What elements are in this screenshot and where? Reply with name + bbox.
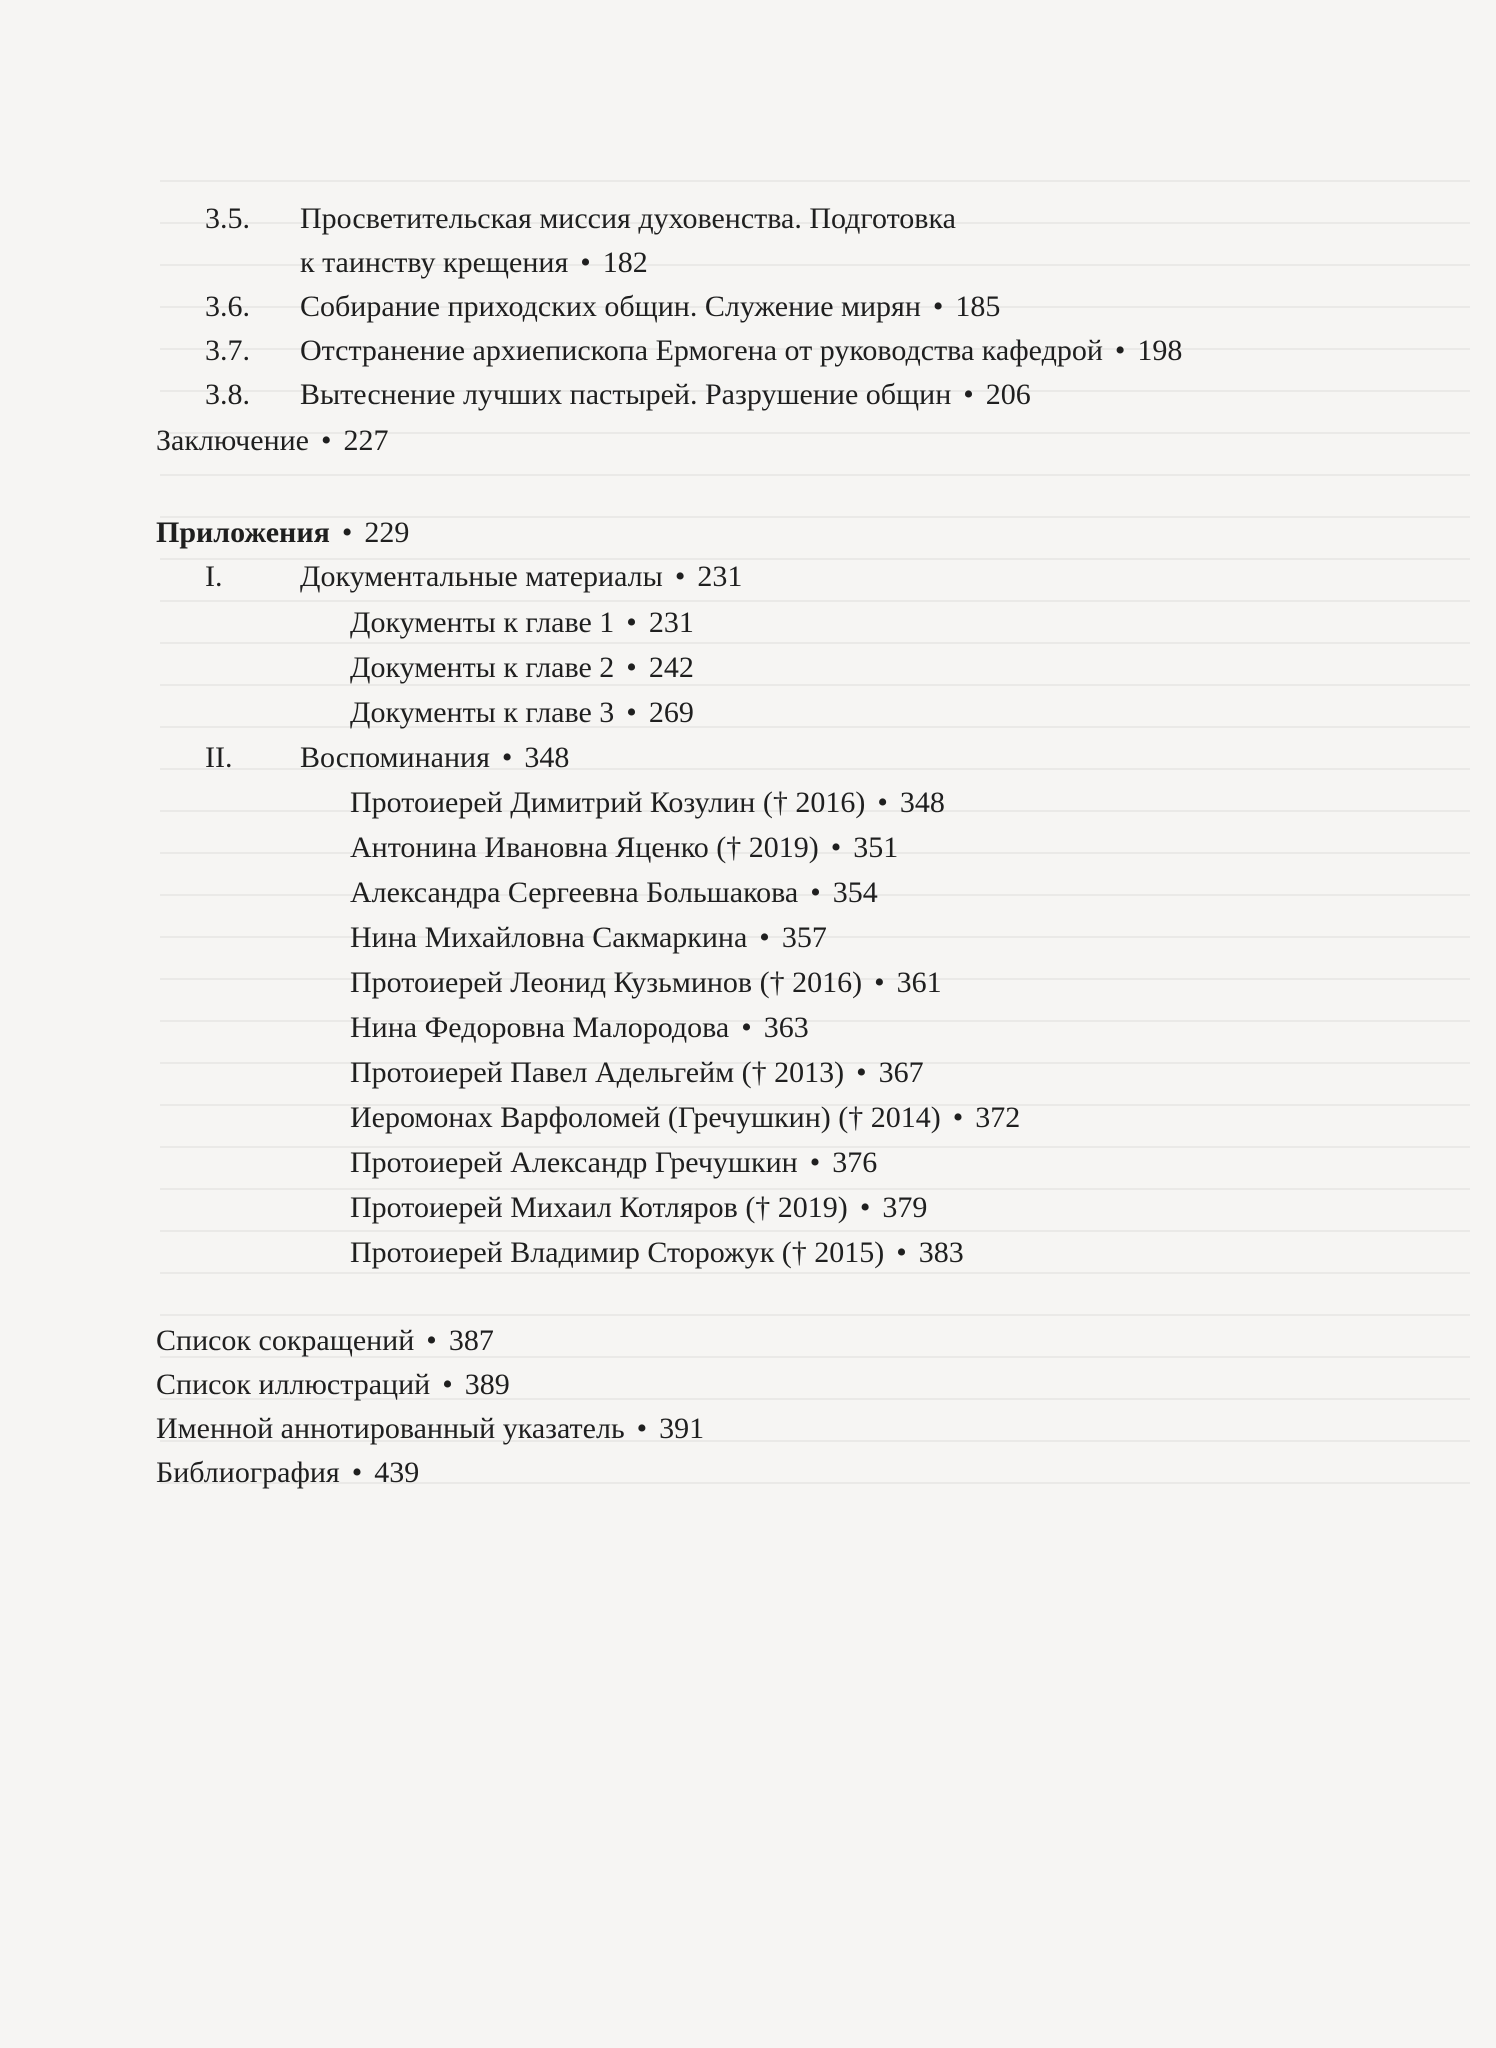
- page-number: 376: [832, 1146, 878, 1179]
- toc-entry-title: Отстранение архиепископа Ермогена от руководства кафедрой: [300, 334, 1103, 367]
- toc-entry-title: Документы к главе 1: [350, 606, 615, 639]
- toc-entry-memoir-2: [350, 826, 898, 870]
- page-number: 242: [648, 651, 694, 684]
- bullet: •: [674, 560, 686, 593]
- page-number: 182: [602, 246, 648, 279]
- bullet: •: [952, 1101, 964, 1134]
- bullet: •: [830, 831, 842, 864]
- page-number: 439: [374, 1456, 420, 1489]
- section-number-3-7: 3.7.: [205, 334, 250, 367]
- page-number: 354: [832, 876, 878, 909]
- bullet: •: [932, 290, 944, 323]
- bullet: •: [759, 921, 770, 954]
- page-number: 269: [648, 696, 694, 729]
- toc-entry-memoir-8: [350, 1096, 1020, 1140]
- bullet: •: [626, 651, 637, 684]
- toc-entry-title: Протоиерей Владимир Сторожук († 2015): [350, 1236, 885, 1269]
- page-number: 227: [343, 424, 389, 457]
- toc-entry-title: Нина Михайловна Сакмаркина: [350, 921, 748, 954]
- toc-entry-memoir-4: [350, 916, 827, 960]
- bullet: •: [963, 378, 974, 411]
- toc-entry-memoirs: [300, 736, 569, 780]
- bullet: •: [1114, 334, 1126, 367]
- page-number: 198: [1137, 334, 1183, 367]
- page-number: 185: [955, 290, 1001, 323]
- toc-entry-title: Список иллюстраций: [156, 1368, 431, 1401]
- toc-entry-documents: [300, 555, 742, 599]
- toc-entry-title: Протоиерей Димитрий Козулин († 2016): [350, 786, 866, 819]
- page-number: 351: [853, 831, 899, 864]
- bullet: •: [859, 1191, 871, 1224]
- page-number: 231: [648, 606, 694, 639]
- bullet: •: [874, 966, 885, 999]
- toc-entry-memoir-11: [350, 1231, 964, 1275]
- toc-entry-memoir-9: [350, 1141, 877, 1185]
- toc-entry-doc-ch1: [350, 601, 694, 645]
- toc-entry-title: Вытеснение лучших пастырей. Разрушение общин: [300, 378, 952, 411]
- bullet: •: [351, 1456, 363, 1489]
- page-number: 348: [899, 786, 945, 819]
- toc-entry-title: Просветительская миссия духовенства. Подготовка: [300, 202, 956, 235]
- toc-entry-3-6: [300, 285, 1000, 329]
- toc-entry-title: Приложения: [156, 516, 330, 549]
- toc-entry-title: Документы к главе 3: [350, 696, 615, 729]
- bullet: •: [896, 1236, 907, 1269]
- toc-entry-title: Протоиерей Павел Адельгейм († 2013): [350, 1056, 845, 1089]
- bullet: •: [636, 1412, 648, 1445]
- toc-entry-title: Воспоминания: [300, 741, 490, 774]
- page-number: 361: [896, 966, 942, 999]
- toc-entry-memoir-3: [350, 871, 878, 915]
- bullet: •: [580, 246, 591, 279]
- page-number: 372: [975, 1101, 1021, 1134]
- page-number: 387: [448, 1324, 494, 1357]
- page-number: 391: [659, 1412, 705, 1445]
- part-number-2: II.: [205, 741, 233, 774]
- bullet: •: [341, 516, 353, 549]
- page-number: 367: [878, 1056, 924, 1089]
- toc-entry-conclusion: [156, 419, 389, 463]
- toc-entry-title: Иеромонах Варфоломей (Гречушкин) († 2014): [350, 1101, 941, 1134]
- toc-entry-3-7: [300, 329, 1182, 373]
- toc-entry-3-5-line1: [300, 197, 956, 241]
- page-number: 231: [697, 560, 743, 593]
- page-number: 383: [918, 1236, 964, 1269]
- bullet: •: [809, 1146, 821, 1179]
- toc-entry-title: Именной аннотированный указатель: [156, 1412, 625, 1445]
- toc-entry-title: к таинству крещения: [300, 246, 569, 279]
- part-number-1: I.: [205, 560, 223, 593]
- toc-entry-title: Антонина Ивановна Яценко († 2019): [350, 831, 819, 864]
- bullet: •: [321, 424, 332, 457]
- page-number: 206: [985, 378, 1031, 411]
- toc-entry-title: Библиография: [156, 1456, 340, 1489]
- bullet: •: [810, 876, 821, 909]
- toc-entry-title: Протоиерей Михаил Котляров († 2019): [350, 1191, 848, 1224]
- section-number-3-6: 3.6.: [205, 290, 250, 323]
- toc-entry-title: Заключение: [156, 424, 309, 457]
- toc-entry-memoir-10: [350, 1186, 927, 1230]
- toc-entry-memoir-7: [350, 1051, 924, 1095]
- page-number: 389: [464, 1368, 510, 1401]
- page-number: 357: [781, 921, 827, 954]
- bullet: •: [856, 1056, 867, 1089]
- toc-entry-bibliography: [156, 1451, 419, 1495]
- toc-entry-title: Александра Сергеевна Большакова: [350, 876, 799, 909]
- page-number: 229: [364, 516, 410, 549]
- toc-entry-appendices: [156, 511, 409, 555]
- toc-entry-title: Список сокращений: [156, 1324, 415, 1357]
- bullet: •: [877, 786, 888, 819]
- toc-entry-title: Документы к главе 2: [350, 651, 615, 684]
- bullet: •: [442, 1368, 453, 1401]
- page-number: 379: [882, 1191, 928, 1224]
- toc-entry-3-5-line2: [300, 241, 648, 285]
- toc-entry-doc-ch2: [350, 646, 694, 690]
- toc-entry-title: Нина Федоровна Малородова: [350, 1011, 730, 1044]
- bullet: •: [626, 606, 637, 639]
- toc-entry-memoir-6: [350, 1006, 809, 1050]
- toc-entry-memoir-1: [350, 781, 945, 825]
- toc-entry-illustrations: [156, 1363, 510, 1407]
- toc-entry-title: Собирание приходских общин. Служение мирян: [300, 290, 921, 323]
- bullet: •: [626, 696, 637, 729]
- toc-entry-index: [156, 1407, 704, 1451]
- page-number: 363: [763, 1011, 809, 1044]
- toc-entry-3-8: [300, 373, 1031, 417]
- toc-entry-title: Протоиерей Александр Гречушкин: [350, 1146, 798, 1179]
- toc-entry-title: Документальные материалы: [300, 560, 663, 593]
- toc-entry-memoir-5: [350, 961, 942, 1005]
- bullet: •: [501, 741, 513, 774]
- toc-entry-abbreviations: [156, 1319, 494, 1363]
- bullet: •: [426, 1324, 437, 1357]
- bullet: •: [741, 1011, 752, 1044]
- page-number: 348: [524, 741, 570, 774]
- section-number-3-5: 3.5.: [205, 202, 250, 235]
- section-number-3-8: 3.8.: [205, 378, 250, 411]
- toc-entry-doc-ch3: [350, 691, 694, 735]
- toc-entry-title: Протоиерей Леонид Кузьминов († 2016): [350, 966, 863, 999]
